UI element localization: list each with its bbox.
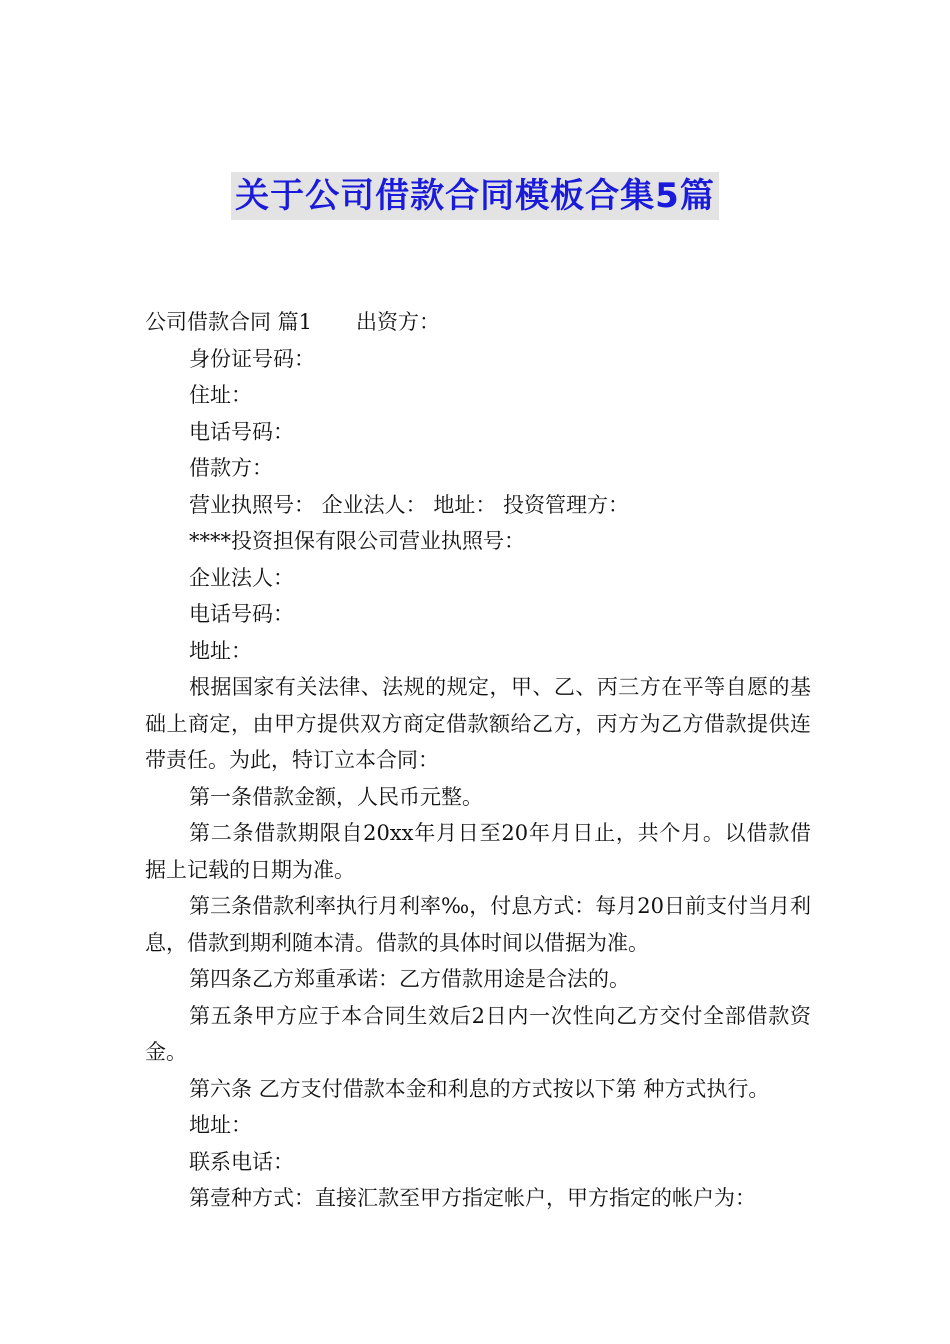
tail-phone-line: 联系电话：	[189, 1149, 294, 1174]
lender-label: 出资方：	[356, 310, 441, 334]
article-1-paragraph: 第一条借款金额，人民币元整。	[189, 784, 483, 809]
tail-address-line: 地址：	[189, 1113, 252, 1137]
document-body	[145, 304, 811, 1217]
contract-section-label: 公司借款合同 篇1	[145, 310, 313, 334]
article-4-paragraph: 第四条乙方郑重承诺：乙方借款用途是合法的。	[189, 967, 630, 991]
preamble-paragraph: 根据国家有关法律、法规的规定，甲、乙、丙三方在平等自愿的基础上商定，由甲方提供双方商定借款额给乙方，丙方为乙方借款提供连带责任。为此，特订立本合同：	[145, 675, 811, 772]
payment-method-line: 第壹种方式：直接汇款至甲方指定帐户，甲方指定的帐户为：	[189, 1186, 756, 1210]
address-line-2: 地址：	[189, 638, 252, 663]
address-line: 住址：	[189, 383, 252, 407]
article-5-paragraph: 第五条甲方应于本合同生效后2日内一次性向乙方交付全部借款资金。	[145, 1003, 811, 1064]
id-number-line: 身份证号码：	[189, 346, 315, 371]
title-wrap	[0, 172, 950, 220]
article-6-paragraph: 第六条 乙方支付借款本金和利息的方式按以下第 种方式执行。	[189, 1076, 770, 1101]
phone-line: 电话号码：	[189, 419, 294, 444]
article-3-paragraph: 第三条借款利率执行月利率‰，付息方式：每月20日前支付当月利息，借款到期利随本清。借款的具体时间以借据为准。	[145, 894, 811, 955]
business-license-line: 营业执照号： 企业法人： 地址： 投资管理方：	[189, 492, 630, 517]
phone-line-2: 电话号码：	[189, 602, 294, 626]
document-title: 关于公司借款合同模板合集5篇	[231, 172, 719, 220]
contract-first-line	[145, 304, 811, 341]
guarantor-line: ****投资担保有限公司营业执照号：	[189, 529, 525, 553]
legal-person-line: 企业法人：	[189, 565, 294, 590]
borrower-line: 借款方：	[189, 456, 273, 480]
article-2-paragraph: 第二条借款期限自20xx年月日至20年月日止，共个月。以借款借据上记载的日期为准。	[145, 821, 811, 882]
